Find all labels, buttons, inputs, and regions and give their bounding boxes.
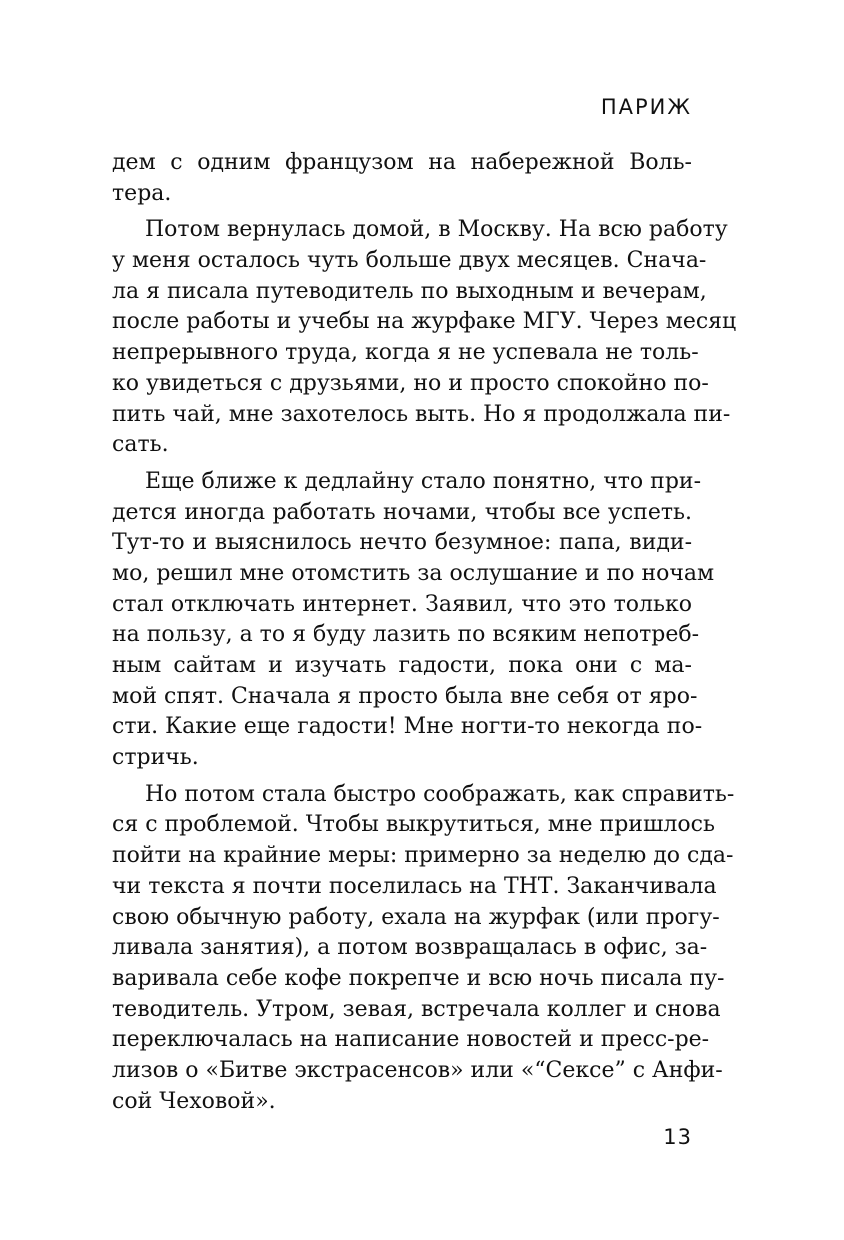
- text-line: сать.: [112, 432, 169, 458]
- text-line: тера.: [112, 180, 172, 206]
- text-line: дется иногда работать ночами, чтобы все успеть.: [112, 499, 692, 525]
- text-line: теводитель. Утром, зевая, встречала коллег и снова: [112, 996, 721, 1022]
- text-line: сой Чеховой».: [112, 1088, 276, 1114]
- text-line: ся с проблемой. Чтобы выкрутиться, мне пришлось: [112, 812, 715, 838]
- paragraph: [112, 148, 692, 209]
- body-text: [112, 148, 737, 1117]
- paragraph: [112, 215, 737, 461]
- text-line: Еще ближе к дедлайну стало понятно, что при-: [145, 468, 702, 494]
- text-line: пить чай, мне захотелось выть. Но я продолжала пи-: [112, 401, 731, 427]
- text-line: стал отключать интернет. Заявил, что это только: [112, 591, 692, 617]
- text-line: непрерывного труда, когда я не успевала не толь-: [112, 340, 699, 366]
- text-line: свою обычную работу, ехала на журфак (или прогу-: [112, 904, 720, 930]
- text-line: варивала себе кофе покрепче и всю ночь писала пу-: [112, 965, 725, 991]
- page-number: 13: [663, 1125, 692, 1149]
- text-line: Но потом стала быстро соображать, как справить-: [145, 781, 735, 807]
- paragraph: [112, 467, 715, 774]
- running-head: ПАРИЖ: [600, 95, 692, 119]
- paragraph: [112, 780, 735, 1118]
- text-line: ливала занятия), а потом возвращалась в офис, за-: [112, 935, 708, 961]
- text-line: на пользу, а то я буду лазить по всяким непотреб-: [112, 622, 700, 648]
- text-line: чи текста я почти поселилась на ТНТ. Заканчивала: [112, 873, 717, 899]
- text-line: после работы и учебы на журфаке МГУ. Через месяц: [112, 309, 737, 335]
- text-line: Потом вернулась домой, в Москву. На всю работу: [145, 217, 728, 243]
- text-line: мо, решил мне отомстить за ослушание и по ночам: [112, 560, 715, 586]
- text-line: стричь.: [112, 745, 199, 771]
- text-line: переключалась на написание новостей и пресс-ре-: [112, 1027, 710, 1053]
- text-line: ко увидеться с друзьями, но и просто спокойно по-: [112, 370, 709, 396]
- text-line: сти. Какие еще гадости! Мне ногти-то некогда по-: [112, 714, 703, 740]
- text-line: ла я писала путеводитель по выходным и вечерам,: [112, 278, 707, 304]
- text-line: Тут-то и выяснилось нечто безумное: папа, види-: [112, 530, 692, 556]
- text-line: дем с одним французом на набережной Воль-: [112, 150, 692, 175]
- text-line: мой спят. Сначала я просто была вне себя от яро-: [112, 683, 698, 709]
- text-line: у меня осталось чуть больше двух месяцев. Снача-: [112, 248, 707, 274]
- text-line: ным сайтам и изучать гадости, пока они с ма-: [112, 653, 692, 678]
- text-line: лизов о «Битве экстрасенсов» или «“Сексе” с Анфи-: [112, 1057, 723, 1083]
- text-line: пойти на крайние меры: примерно за неделю до сда-: [112, 843, 734, 869]
